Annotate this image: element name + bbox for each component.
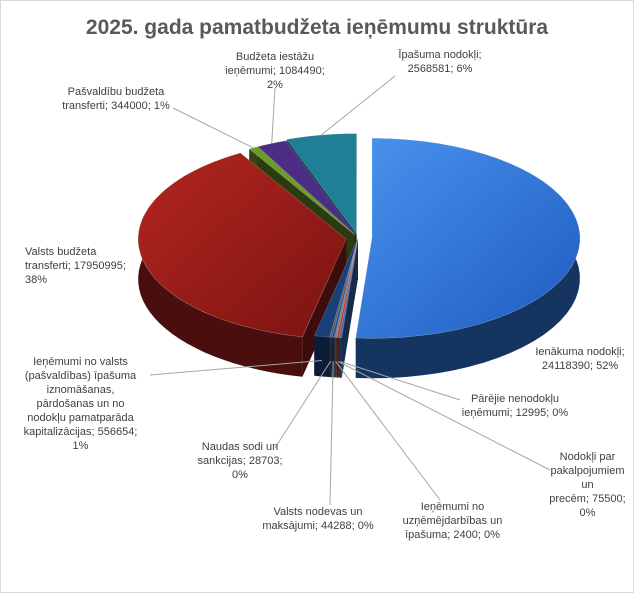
- slice-side-uznemejdarbiba: [334, 337, 337, 377]
- data-label-valsts_transferti: Valsts budžeta transferti; 17950995; 38%: [25, 246, 126, 286]
- slice-side-ipasuma_iznomasana: [314, 336, 329, 377]
- data-label-sodi: Naudas sodi un sankcijas; 28703; 0%: [197, 441, 283, 481]
- pie-tops: [138, 134, 580, 339]
- data-label-nodevas: Valsts nodevas un maksājumi; 44288; 0%: [262, 506, 374, 532]
- slice-side-pakalpojumi: [337, 338, 339, 378]
- leader-line-uznemejdarbiba: [336, 361, 440, 500]
- data-label-iestazu: Budžeta iestāžu ieņēmumi; 1084490; 2%: [225, 51, 325, 91]
- leader-line-iestazu: [272, 88, 275, 144]
- data-label-parejie: Pārējie nenodokļu ieņēmumi; 12995; 0%: [461, 393, 569, 419]
- slice-side-sodi: [330, 337, 332, 377]
- data-label-pakalpojumi: Nodokļi par pakalpojumiem un precēm; 75500; 0%: [549, 451, 626, 519]
- slice-side-parejie: [339, 338, 342, 378]
- data-label-uznemejdarbiba: Ieņēmumi no uzņēmējdarbības un īpašuma; 2400; 0%: [402, 501, 503, 541]
- data-label-ipasuma_iznomasana: Ieņēmumi no valsts (pašvaldības) īpašuma iznomāšanas, pārdošanas un no nodokļu pamatparāda kapitalizācijas; 556654; 1%: [23, 356, 138, 452]
- data-label-ienakuma: Ienākuma nodokļi; 24118390; 52%: [535, 346, 625, 372]
- leader-line-nodevas: [330, 361, 333, 505]
- chart-title: 2025. gada pamatbudžeta ieņēmumu struktūra: [85, 16, 549, 39]
- leader-line-pasvaldibu_transferti: [173, 108, 253, 148]
- leader-line-ipasuma_nodokli: [321, 76, 395, 135]
- data-label-ipasuma_nodokli: Īpašuma nodokļi; 2568581; 6%: [398, 49, 482, 75]
- data-label-pasvaldibu_transferti: Pašvaldību budžeta transferti; 344000; 1%: [62, 86, 170, 112]
